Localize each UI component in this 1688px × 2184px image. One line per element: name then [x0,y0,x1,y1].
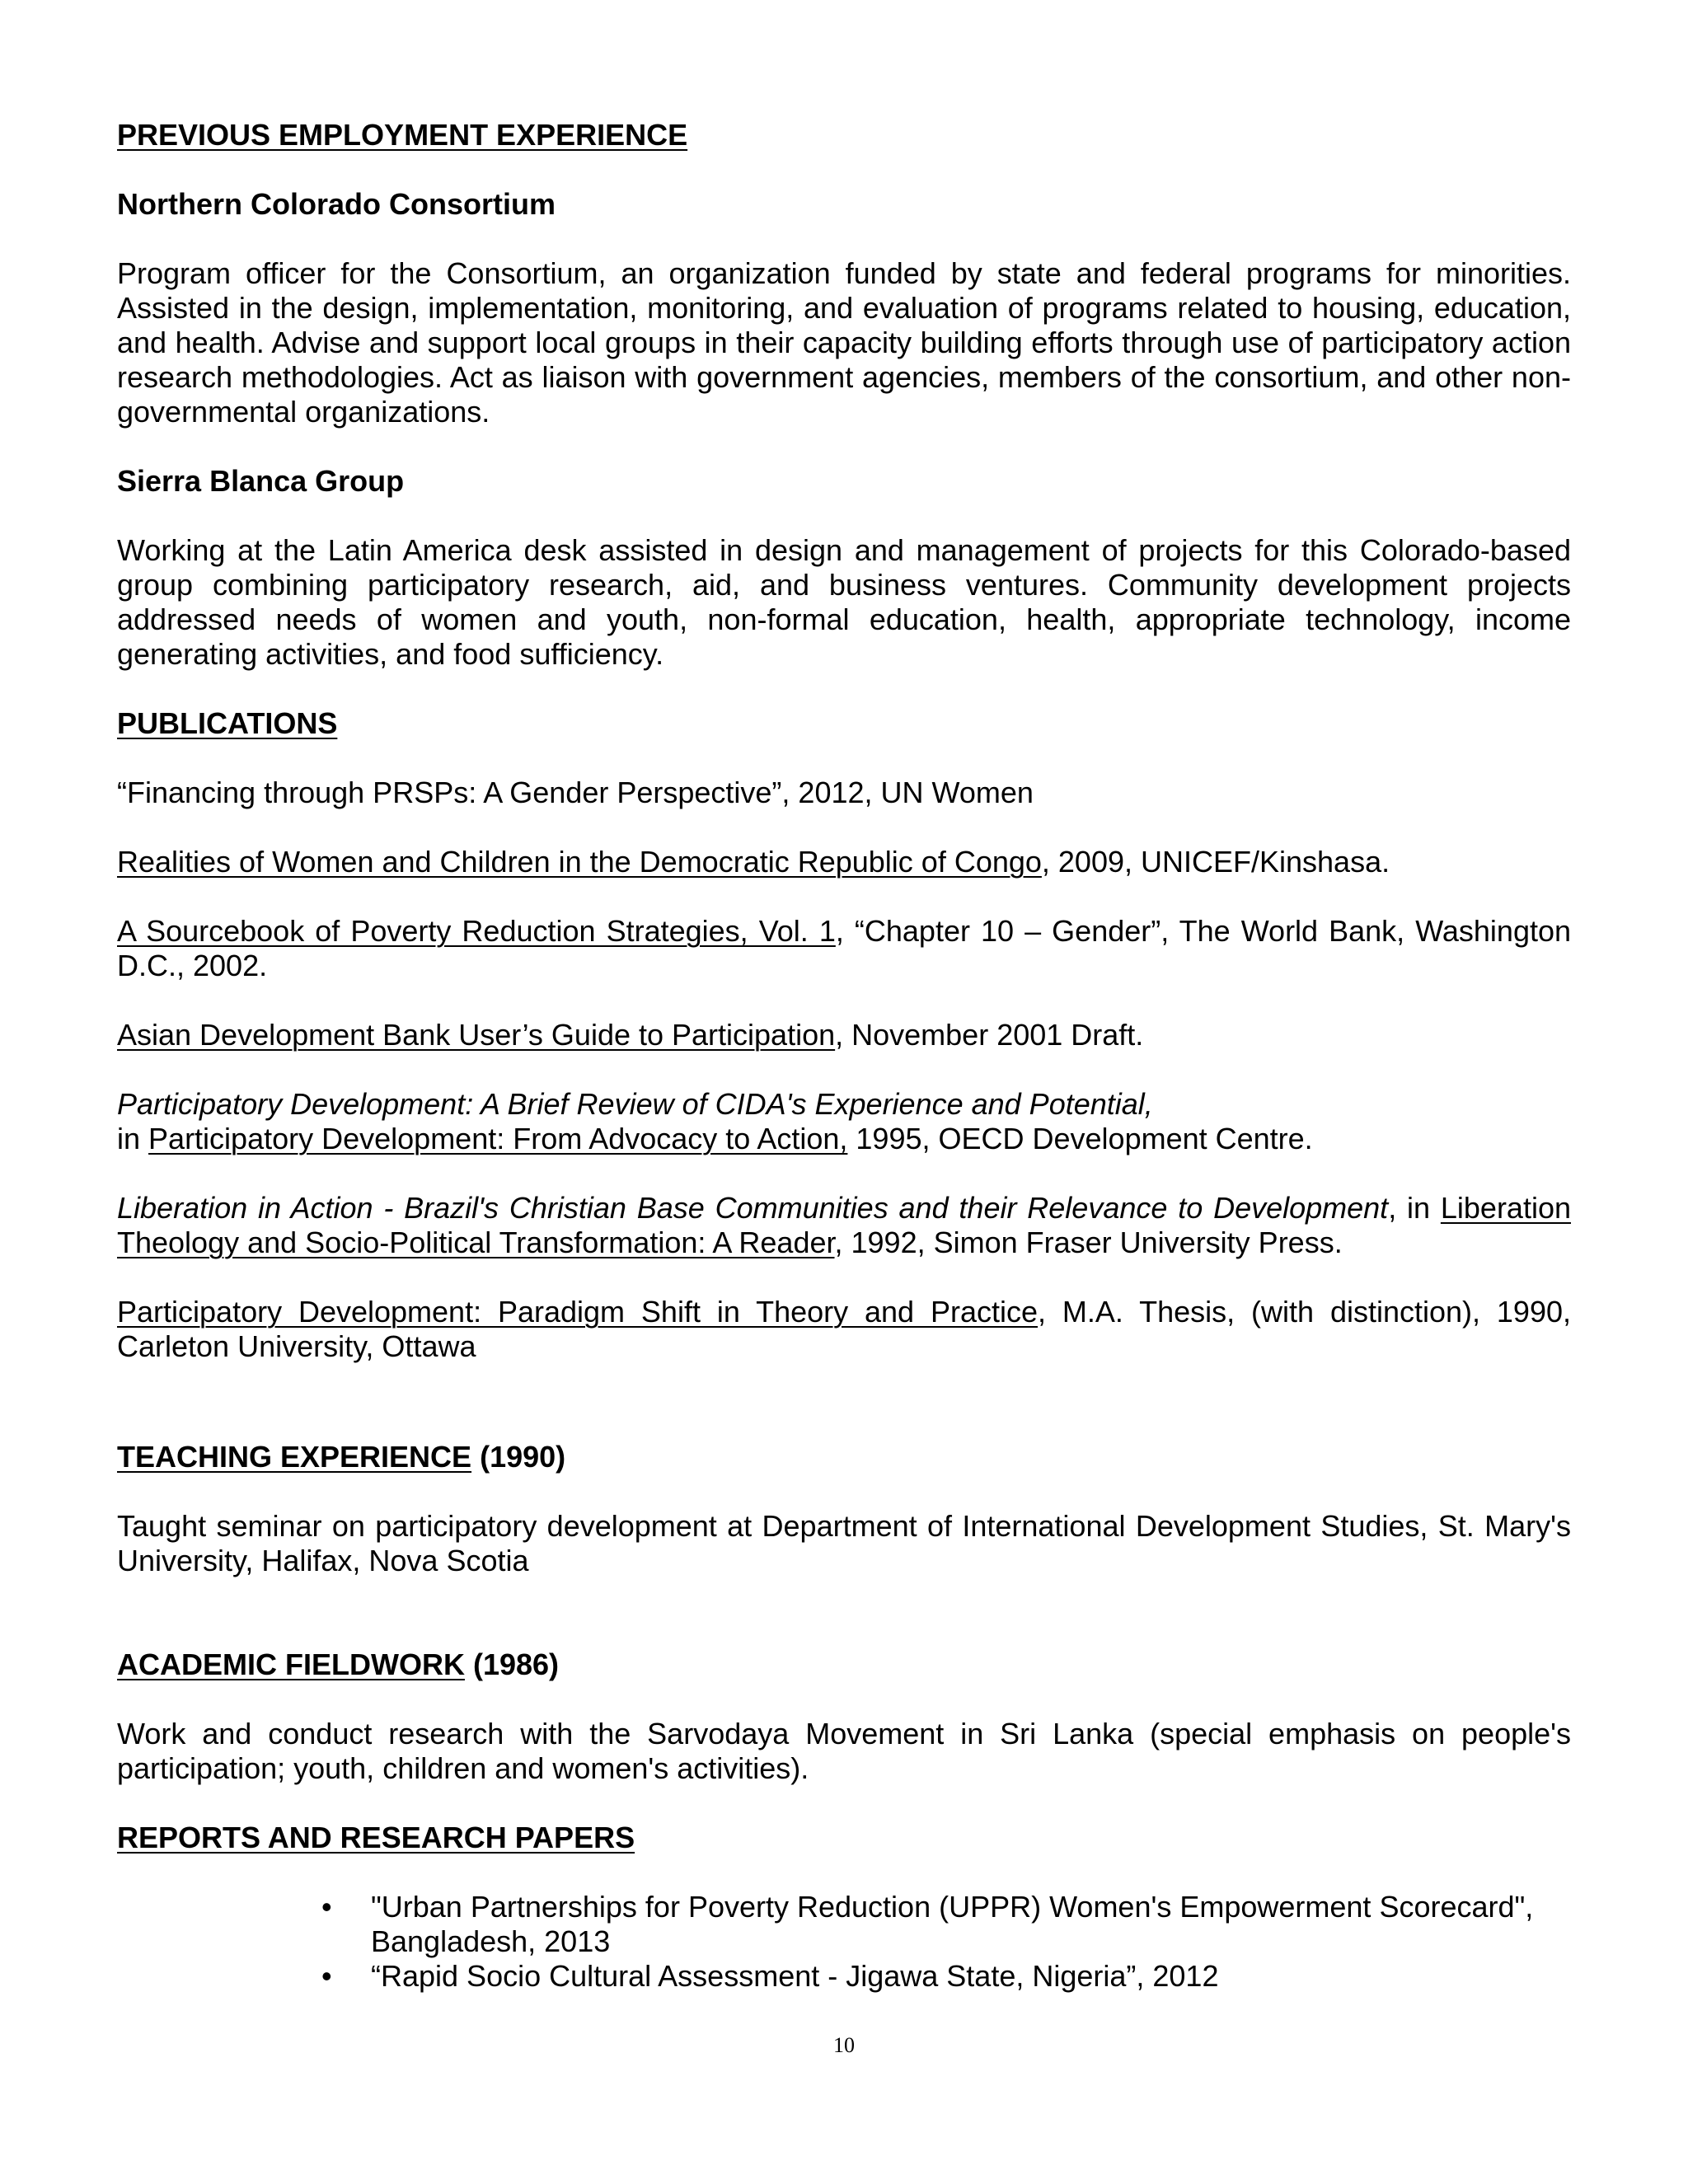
publication-details: , 1992, Simon Fraser University Press. [834,1226,1343,1259]
list-item [313,1959,1571,1994]
publication-chapter-title: Liberation in Action - Brazil's Christian Base Communities and their Relevance to Development [117,1191,1389,1225]
fieldwork-year: (1986) [464,1647,560,1681]
bullet-icon: • [321,1890,332,1924]
publication-details: , M.A. Thesis, (with distinction), 1990, Carleton University, Ottawa [117,1295,1571,1363]
publication-title: Liberation Theology and Socio-Political Transformation: A Reader [117,1191,1571,1259]
section-heading-reports: REPORTS AND RESEARCH PAPERS [117,1821,635,1854]
teaching-desc: Taught seminar on participatory development at Department of International Development Studies, St. Mary's University, Halifax, Nova Scotia [117,1509,1571,1577]
section-heading-teaching [117,1440,1571,1474]
publication-item [117,914,1571,983]
list-item [313,1890,1571,1959]
report-text: “Rapid Socio Cultural Assessment - Jigawa State, Nigeria”, 2012 [371,1959,1219,1993]
section-heading-fieldwork [117,1647,1571,1682]
publication-title: Asian Development Bank User’s Guide to Participation [117,1018,836,1052]
publication-item [117,1018,1571,1052]
publication-title: Participatory Development: Paradigm Shift in Theory and Practice [117,1295,1039,1329]
publication-prefix: in [117,1122,149,1155]
report-text: "Urban Partnerships for Poverty Reduction (UPPR) Women's Empowerment Scorecard", Bangladesh, 2013 [371,1890,1534,1958]
fieldwork-desc: Work and conduct research with the Sarvodaya Movement in Sri Lanka (special emphasis on people's participation; youth, children and women's activities). [117,1717,1571,1785]
publication-item [117,845,1571,879]
publication-title: Realities of Women and Children in the Democratic Republic of Congo [117,845,1042,879]
publication-item [117,1191,1571,1260]
publication-details: , November 2001 Draft. [835,1018,1144,1052]
reports-list [313,1890,1571,1994]
publication-item [117,1295,1571,1364]
publication-details: 1995, OECD Development Centre. [847,1122,1313,1155]
job-org-sierra-blanca: Sierra Blanca Group [117,464,405,498]
publication-text: “Financing through PRSPs: A Gender Perspective”, 2012, UN Women [117,776,1034,809]
publication-prefix: , in [1388,1191,1441,1225]
page-number: 10 [833,2033,855,2057]
publication-title: A Sourcebook of Poverty Reduction Strategies, Vol. 1 [117,914,836,948]
publication-title: Participatory Development: From Advocacy to Action, [148,1122,848,1155]
publication-chapter-title: Participatory Development: A Brief Review of CIDA's Experience and Potential, [117,1087,1153,1121]
publication-item [117,1087,1571,1156]
publication-details: , “Chapter 10 – Gender”, The World Bank, Washington D.C., 2002. [117,914,1572,982]
teaching-heading: TEACHING EXPERIENCE [117,1440,472,1474]
teaching-year: (1990) [471,1440,566,1474]
job-org-northern-colorado: Northern Colorado Consortium [117,187,556,221]
job-desc-northern-colorado: Program officer for the Consortium, an organization funded by state and federal programs for minorities. Assisted in the design, implementation, monitoring, and evaluation of programs related to housing, education, and health. Advise and support local groups in their capacity building efforts through use of participatory action research methodologies. Act as liaison with government agencies, members of the consortium, and other non-governmental organizations. [117,256,1571,429]
publication-details: , 2009, UNICEF/Kinshasa. [1041,845,1390,879]
section-heading-employment: PREVIOUS EMPLOYMENT EXPERIENCE [117,118,688,152]
job-desc-sierra-blanca: Working at the Latin America desk assisted in design and management of projects for this Colorado-based group combining participatory research, aid, and business ventures. Community development projects addressed needs of women and youth, non-formal education, health, appropriate technology, income generating activities, and food sufficiency. [117,533,1571,671]
bullet-icon: • [321,1959,332,1993]
section-heading-publications: PUBLICATIONS [117,706,338,740]
publication-item [117,776,1571,810]
fieldwork-heading: ACADEMIC FIELDWORK [117,1647,465,1681]
